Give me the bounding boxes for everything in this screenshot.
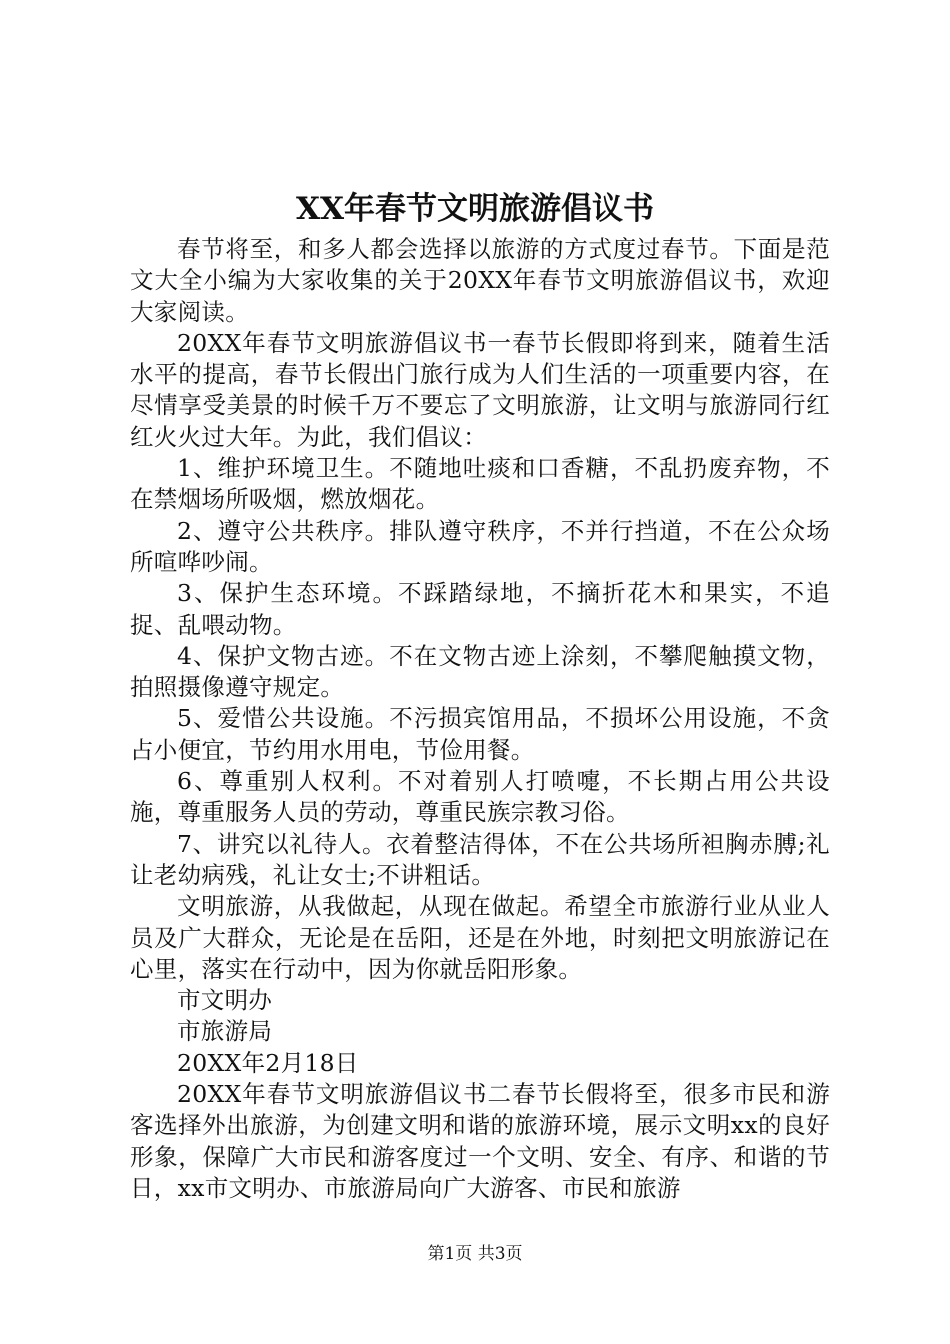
paragraph-item-7: 7、讲究以礼待人。衣着整洁得体，不在公共场所袒胸赤膊;礼让老幼病残，礼让女士;不讲粗话。 — [130, 829, 830, 889]
paragraph-item-4: 4、保护文物古迹。不在文物古迹上涂刻，不攀爬触摸文物，拍照摄像遵守规定。 — [130, 641, 830, 702]
paragraph-proposal-one-opening: 20XX年春节文明旅游倡议书一春节长假即将到来，随着生活水平的提高，春节长假出门旅行成为人们生活的一项重要内容，在尽情享受美景的时候千万不要忘了文明旅游，让文明与旅游同行红红火火过大年。为此，我们倡议： — [130, 328, 830, 451]
paragraph-item-2: 2、遵守公共秩序。排队遵守秩序，不并行挡道，不在公众场所喧哗吵闹。 — [130, 516, 830, 576]
paragraph-intro: 春节将至，和多人都会选择以旅游的方式度过春节。下面是范文大全小编为大家收集的关于20XX年春节文明旅游倡议书，欢迎大家阅读。 — [130, 235, 830, 326]
paragraph-item-1: 1、维护环境卫生。不随地吐痰和口香糖，不乱扔废弃物，不在禁烟场所吸烟，燃放烟花。 — [130, 454, 830, 514]
paragraph-proposal-two-opening: 20XX年春节文明旅游倡议书二春节长假将至，很多市民和游客选择外出旅游，为创建文明和谐的旅游环境，展示文明xx的良好形象，保障广大市民和游客度过一个文明、安全、有序、和谐的节日，xx市文明办、市旅游局向广大游客、市民和旅游 — [130, 1080, 830, 1202]
paragraph-item-5: 5、爱惜公共设施。不污损宾馆用品，不损坏公用设施，不贪占小便宜，节约用水用电，节俭用餐。 — [130, 704, 830, 764]
paragraph-item-6: 6、尊重别人权利。不对着别人打喷嚏，不长期占用公共设施，尊重服务人员的劳动，尊重民族宗教习俗。 — [130, 767, 830, 827]
signature-bureau: 市旅游局 — [177, 1017, 273, 1046]
page-number: 第1页 共3页 — [427, 1244, 523, 1264]
document-title: XX年春节文明旅游倡议书 — [295, 191, 655, 227]
paragraph-item-3: 3、保护生态环境。不踩踏绿地，不摘折花木和果实，不追捉、乱喂动物。 — [130, 579, 830, 639]
paragraph-closing: 文明旅游，从我做起，从现在做起。希望全市旅游行业从业人员及广大群众，无论是在岳阳，还是在外地，时刻把文明旅游记在心里，落实在行动中，因为你就岳阳形象。 — [130, 892, 830, 983]
document-body — [130, 234, 830, 1204]
signature-date: 20XX年2月18日 — [177, 1048, 359, 1077]
signature-office: 市文明办 — [177, 986, 273, 1015]
